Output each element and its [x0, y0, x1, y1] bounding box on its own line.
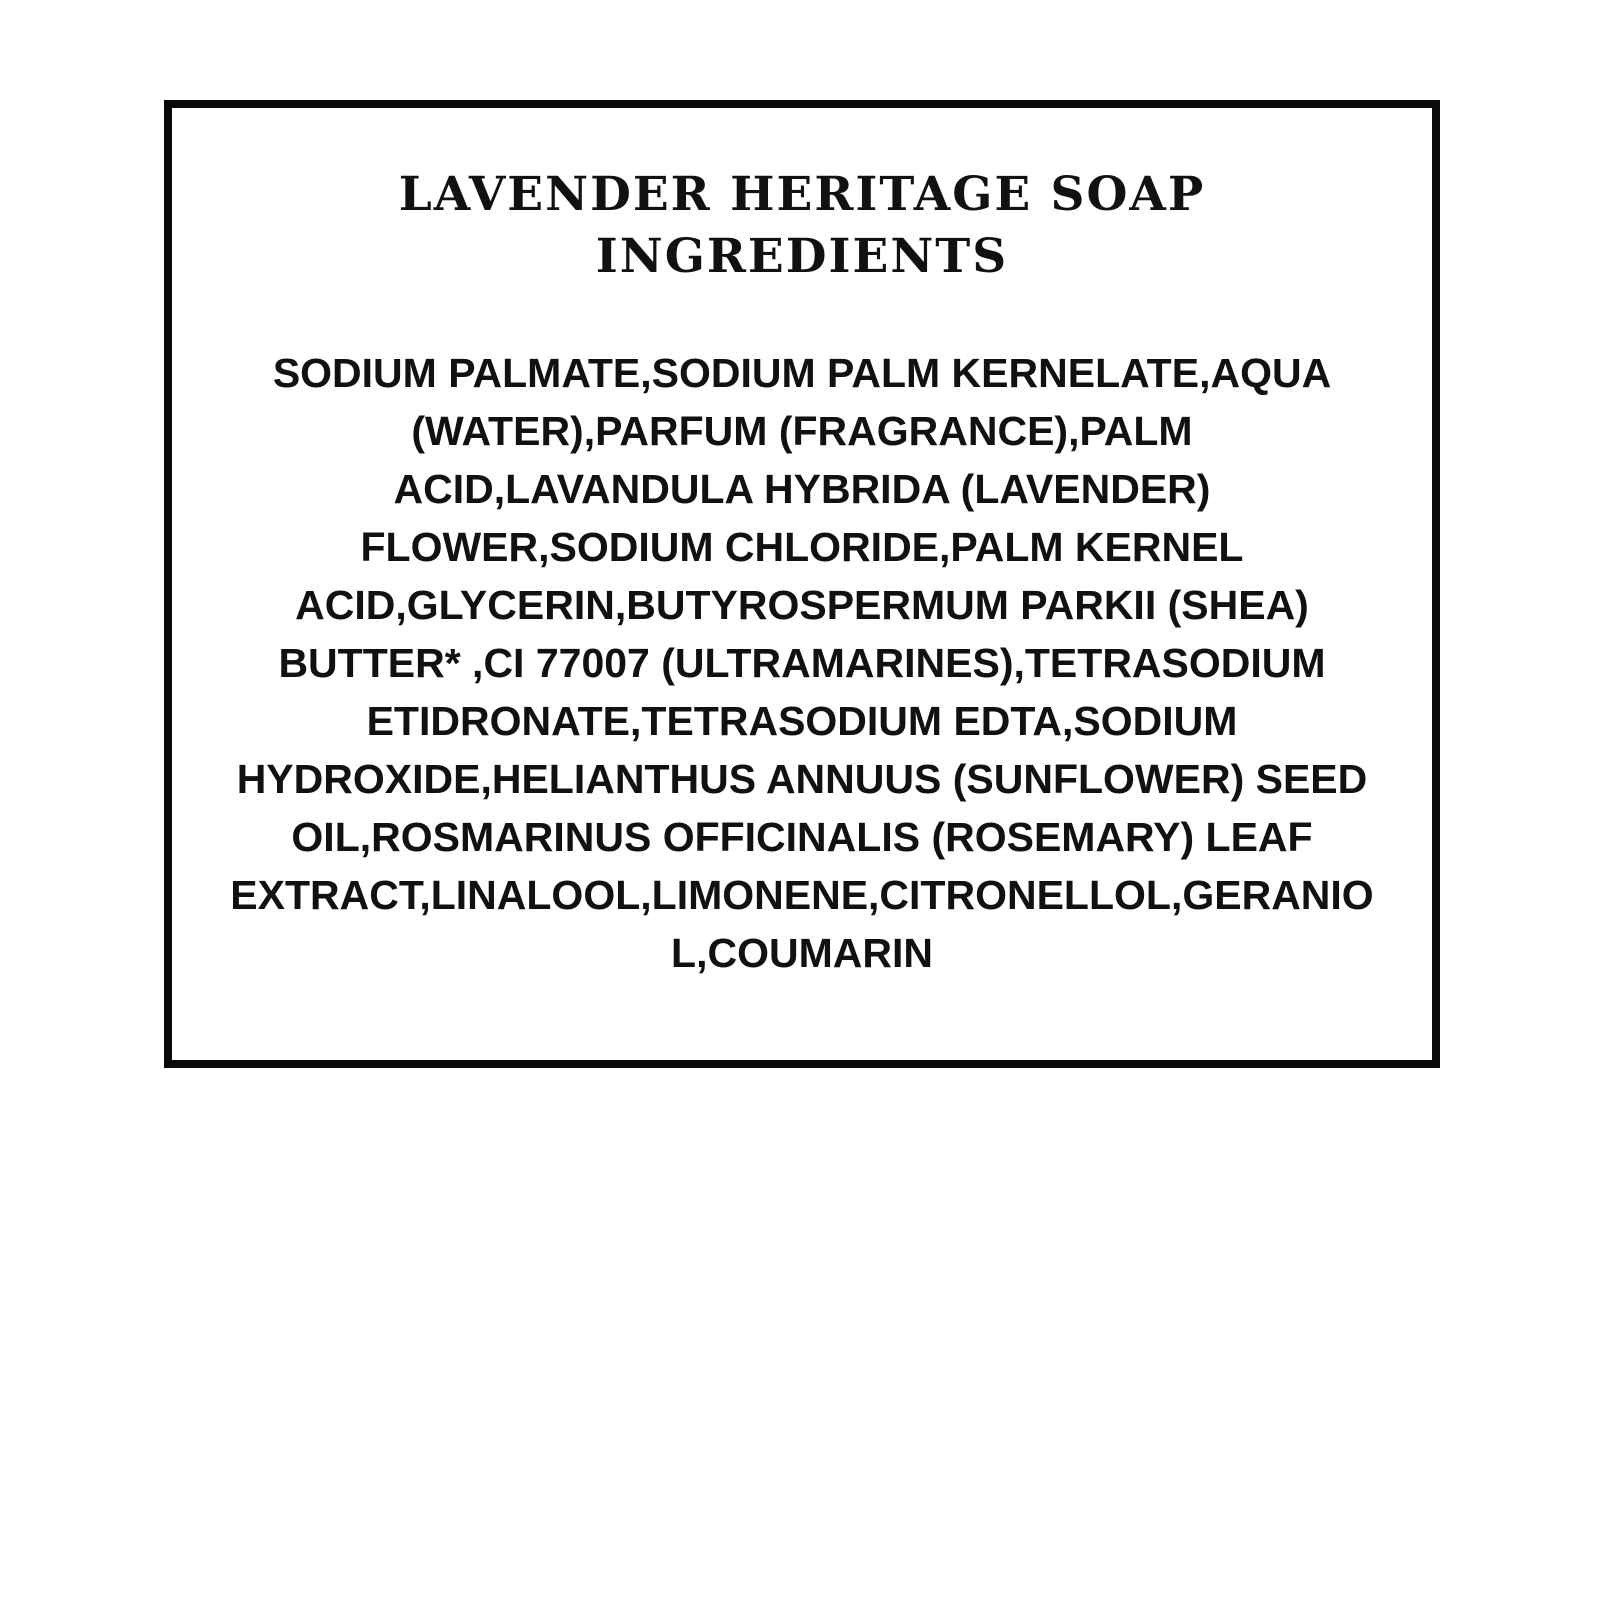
ingredients-line: EXTRACT,LINALOOL,LIMONENE,CITRONELLOL,GERANIO [230, 872, 1374, 918]
label-title [172, 164, 1432, 288]
label-title-line: LAVENDER HERITAGE SOAP [398, 167, 1206, 222]
ingredients-label-box [164, 100, 1440, 1068]
ingredients-line: ACID,GLYCERIN,BUTYROSPERMUM PARKII (SHEA) [295, 582, 1309, 628]
ingredients-line: OIL,ROSMARINUS OFFICINALIS (ROSEMARY) LEAF [291, 814, 1313, 860]
ingredients-line: ACID,LAVANDULA HYBRIDA (LAVENDER) [393, 466, 1211, 512]
ingredients-line: BUTTER* ,CI 77007 (ULTRAMARINES),TETRASODIUM [278, 640, 1326, 686]
ingredients-line: FLOWER,SODIUM CHLORIDE,PALM KERNEL [360, 524, 1244, 570]
ingredients-line: HYDROXIDE,HELIANTHUS ANNUUS (SUNFLOWER) SEED [236, 756, 1368, 802]
ingredients-line: ETIDRONATE,TETRASODIUM EDTA,SODIUM [366, 698, 1238, 744]
ingredients-line: SODIUM PALMATE,SODIUM PALM KERNELATE,AQUA [272, 350, 1332, 396]
ingredients-line: L,COUMARIN [671, 930, 933, 976]
ingredients-line: (WATER),PARFUM (FRAGRANCE),PALM [411, 408, 1193, 454]
ingredients-list [208, 344, 1396, 982]
label-title-line: INGREDIENTS [595, 229, 1009, 284]
